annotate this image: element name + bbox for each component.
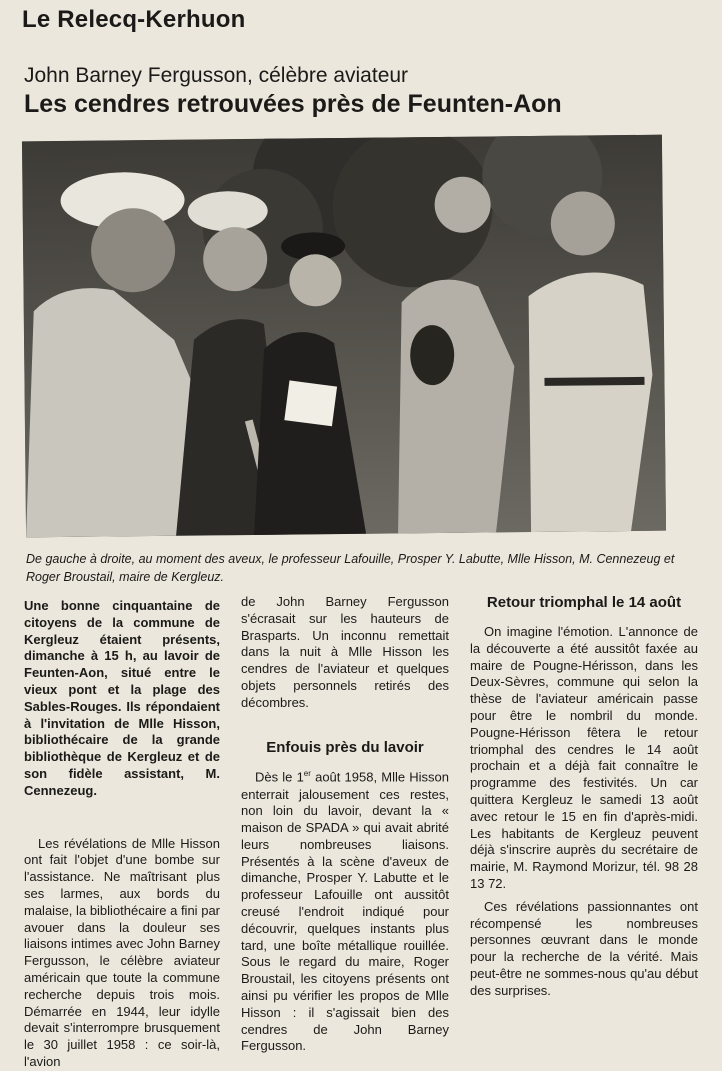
column-2-continuation: de John Barney Fergusson s'écrasait sur les hauteurs de Brasparts. Un inconnu remettait dans la nuit à Mlle Hisson les cendres de l'aviateur et quelques objets personnels retirés des décombres. [241, 594, 449, 710]
article-photo [22, 135, 666, 538]
column-2-body [241, 766, 449, 1055]
column-1-body: Les révélations de Mlle Hisson ont fait l'objet d'une bombe sur l'assistance. Ne maîtrisant plus ses larmes, aux bords du malaise, la bibliothécaire a fini par avouer dans la douleur ses liaisons intimes avec John Barney Fergusson, le célèbre aviateur américain que toute la commune recherche depuis trois mois. Démarrée en 1944, leur idylle devait s'interrompre brusquement le 30 juillet 1958 : ce soir-là, l'avion [24, 835, 220, 1069]
photo-caption: De gauche à droite, au moment des aveux, le professeur Lafouille, Prosper Y. Labutte, Mlle Hisson, M. Cennezeug et Roger Broustail, maire de Kergleuz. [26, 552, 675, 584]
article-headline: Les cendres retrouvées près de Feunten-Aon [24, 90, 562, 118]
column-3 [470, 594, 698, 1000]
section-title: Le Relecq-Kerhuon [22, 6, 246, 33]
column-3-paragraph-1: On imagine l'émotion. L'annonce de la découverte a été aussitôt faxée au maire de Pougne-Hérisson, dans les Deux-Sèvres, commune qui selon la thèse de l'aviateur américain passe pour être le nombril du monde. Pougne-Hérisson fêtera le retour triomphal des cendres le 14 août prochain et a déjà fait connaître le programme des festivités. Un car quittera Kergleuz le samedi 13 août avec retour le 15 en fin d'après-midi. Les habitants de Kergleuz peuvent déjà s'inscrire auprès du secrétaire de mairie, M. Raymond Morizur, tél. 98 28 13 72. [470, 624, 698, 891]
column-3-paragraph-2: Ces révélations passionnantes ont récompensé les nombreuses personnes œuvrant dans le monde pour la recherche de la vérité. Mais peut-être ne sommes-nous qu'au début des surprises. [470, 898, 698, 998]
column-2-body-rest: août 1958, Mlle Hisson enterrait jalousement ces restes, non loin du lavoir, devant la « maison de SPADA » qui avait abrité leurs nombreuses liaisons. Présentés à la scène d'aveux de dimanche, Prosper Y. Labutte et le professeur Lafouille ont aussitôt creusé l'endroit indiqué pour découvrir, quelques instants plus tard, une boîte métallique rouillée. Sous le regard du maire, Roger Broustail, les citoyens présents ont ainsi pu vérifier les propos de Mlle Hisson : il s'agissait bien des cendres de John Barney Fergusson. [241, 769, 449, 1054]
subhead-retour: Retour triomphal le 14 août [486, 594, 682, 611]
column-2 [241, 594, 449, 1055]
subhead-enfouis: Enfouis près du lavoir [266, 738, 424, 756]
column-1 [24, 594, 220, 1071]
ordinal-suffix: er [303, 769, 311, 779]
column-2-body-start: Dès le 1 [255, 769, 304, 785]
photo-illustration [22, 135, 666, 538]
article-kicker: John Barney Fergusson, célèbre aviateur [24, 64, 409, 87]
article-lead: Une bonne cinquantaine de citoyens de la commune de Kergleuz étaient présents, dimanche à 15 h, au lavoir de Feunten-Aon, situé entre le vieux pont et la plage des Sables-Rouges. Ils répondaient à l'invitation de Mlle Hisson, bibliothécaire de la grande bibliothèque de Kergleuz et de son fidèle assistant, M. Cennezeug. [24, 598, 220, 798]
